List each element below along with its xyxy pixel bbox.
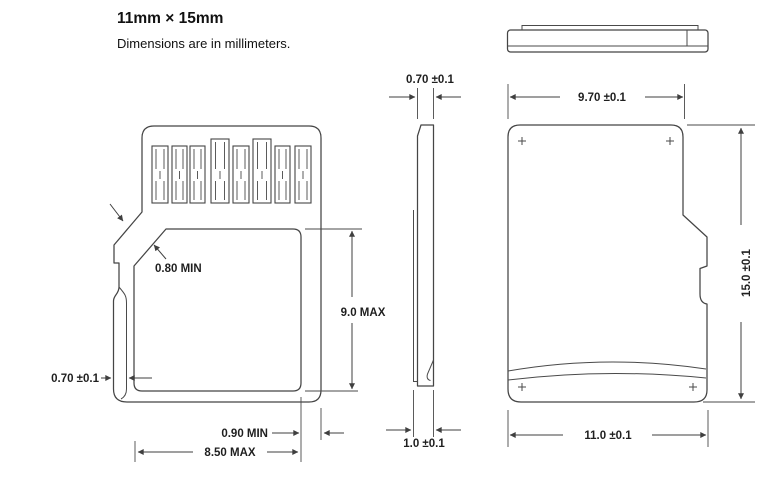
grip-ridge-lower — [508, 373, 706, 380]
thickness-bottom-label: 1.0 ±0.1 — [403, 438, 445, 450]
label-chamfer-dimension — [154, 245, 202, 275]
plus-mark — [666, 137, 674, 145]
label-area — [134, 229, 301, 391]
page-subtitle: Dimensions are in millimeters. — [117, 36, 291, 51]
pin — [152, 146, 168, 203]
chamfer-min-label: 0.80 MIN — [155, 263, 202, 275]
side-profile-outline — [418, 125, 434, 386]
top-view — [508, 26, 709, 53]
pin — [295, 146, 311, 203]
label-height-dimension — [305, 229, 386, 391]
top-view-raised-strip — [522, 26, 698, 31]
bottom-width-label: 11.0 ±0.1 — [584, 430, 632, 442]
pin — [172, 146, 187, 203]
contact-pins — [152, 139, 311, 203]
pin — [233, 146, 249, 203]
page-title: 11mm × 15mm — [117, 10, 224, 27]
bottom-width-dimension — [508, 410, 708, 447]
height-label: 15.0 ±0.1 — [741, 249, 753, 297]
top-width-dimension — [508, 84, 685, 119]
label-width-label: 8.50 MAX — [204, 447, 256, 459]
outer-chamfer-arrow — [110, 204, 123, 221]
back-view — [508, 84, 755, 447]
rail-width-dimension — [51, 373, 152, 385]
plus-mark — [689, 383, 697, 391]
plus-mark — [518, 137, 526, 145]
pin — [253, 139, 271, 203]
height-dimension — [687, 125, 755, 402]
front-view — [51, 126, 386, 462]
pin — [211, 139, 229, 203]
plus-mark — [518, 383, 526, 391]
back-outline — [508, 125, 707, 402]
thickness-top-dimension — [389, 74, 461, 119]
label-height-label: 9.0 MAX — [340, 307, 386, 319]
pin — [275, 146, 290, 203]
thickness-top-label: 0.70 ±0.1 — [406, 74, 454, 86]
side-notch-inner-line — [119, 287, 127, 399]
grip-ridge-upper — [508, 362, 706, 371]
registration-marks — [518, 137, 697, 391]
rail-width-label: 0.70 ±0.1 — [51, 373, 99, 385]
thickness-bottom-dimension — [386, 390, 461, 450]
top-view-body — [508, 30, 709, 52]
top-width-label: 9.70 ±0.1 — [578, 92, 626, 104]
label-width-dimension — [135, 441, 298, 462]
side-view — [386, 74, 461, 450]
side-profile-ridge — [427, 360, 433, 381]
pin — [190, 146, 205, 203]
edge-clearance-label: 0.90 MIN — [221, 428, 268, 440]
